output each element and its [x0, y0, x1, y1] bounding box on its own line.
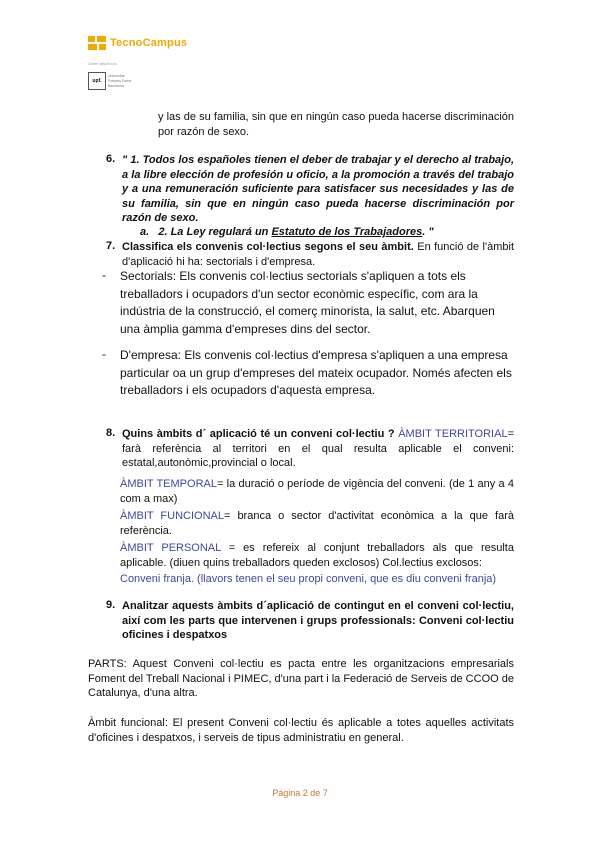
item-7-text: Classifica els convenis col·lectius segons el seu àmbit. En funció de l'àmbit d'aplicació hi ha: sectorials i d'empresa. — [122, 241, 515, 268]
bullet-empresa: D'empresa: Els convenis col·lectius d'empresa s'apliquen a una empresa particular oa un grup d'empreses del mateix ocupador. Només afecten els treballadors i els ocupadors d'aquesta empresa. — [120, 348, 512, 397]
tecnocampus-logo-mark-icon — [88, 36, 106, 50]
item-6-subitem: a. 2. La Ley regulará un Estatuto de los Trabajadores. " — [140, 226, 434, 238]
item-9-text: Analitzar aquests àmbits d´aplicació de contingut en el conveni col·lectiu, així com les parts que intervenen i grups professionals: Conveni col·lectiu oficines i despatxos — [122, 600, 514, 641]
item-7-number: 7. — [106, 240, 116, 252]
brand-name: TecnoCampus — [110, 37, 188, 49]
bullet-dash: - — [102, 347, 106, 361]
bullet-dash: - — [102, 268, 106, 282]
ambit-personal: ÀMBIT PERSONAL = es refereix al conjunt treballadors als que resulta aplicable. (diuen quins treballadors queden exclosos) Col.lectius exclosos: — [120, 542, 514, 569]
item-8-number: 8. — [106, 427, 116, 439]
upf-logo: upf. — [88, 72, 106, 90]
ambit-funcional: ÀMBIT FUNCIONAL= branca o sector d'activitat econòmica a la que farà referència. — [120, 510, 515, 537]
bullet-sectorials: Sectorials: Els convenis col·lectius sectorials s'apliquen a tots els treballadors i ocupadors d'un sector econòmic específic, com ara la indústria de la construcció, el comerç minorista, la salut, etc. Abarquen una àmplia gamma d'empreses dins del sector. — [120, 269, 495, 336]
conveni-franja: Conveni franja. (llavors tenen el seu propi conveni, que es diu conveni franja) — [120, 573, 497, 585]
parts-paragraph: PARTS: Aquest Conveni col·lectiu es pacta entre les organitzacions empresarials Foment del Treball Nacional i PIMEC, d'una part i la Federació de Serveis de CCOO de Catalunya, d'una altra. — [88, 658, 514, 699]
tecnocampus-logo — [88, 36, 187, 50]
header-tagline: Centre adscrit a la — [88, 62, 117, 66]
page-number: Página 2 de 7 — [272, 788, 328, 798]
item-9-number: 9. — [106, 599, 116, 611]
estatuto-link[interactable]: Estatuto de los Trabajadores — [271, 226, 423, 238]
item-6-number: 6. — [106, 153, 116, 165]
continuation-text: y las de su familia, sin que en ningún caso pueda hacerse discriminación por razón de sexo. — [158, 111, 514, 138]
upf-logo-text: Universitat Pompeu Fabra Barcelona — [108, 74, 132, 88]
item-6-text: " 1. Todos los españoles tienen el deber de trabajar y el derecho al trabajo, a la libre elección de profesión u oficio, a la promoción a través del trabajo y a una remuneración suficiente para satisfacer sus necesidades y las de su familia, sin que en ningún caso pueda hacerse discriminación por razón de sexo. — [122, 154, 514, 224]
ambit-funcional-paragraph: Àmbit funcional: El present Conveni col·lectiu és aplicable a totes aquelles activitats d'oficines i despatxos, i serveis de tipus administratiu en general. — [88, 717, 514, 744]
item-8-text: Quins àmbits d´ aplicació té un conveni col·lectiu ? ÀMBIT TERRITORIAL= farà referència al territori en el qual resulta aplicable el conveni: estatal,autonòmic,provincial o local. — [122, 428, 514, 469]
ambit-temporal: ÀMBIT TEMPORAL= la duració o període de vigència del conveni. (de 1 any a 4 com a max) — [120, 478, 514, 505]
